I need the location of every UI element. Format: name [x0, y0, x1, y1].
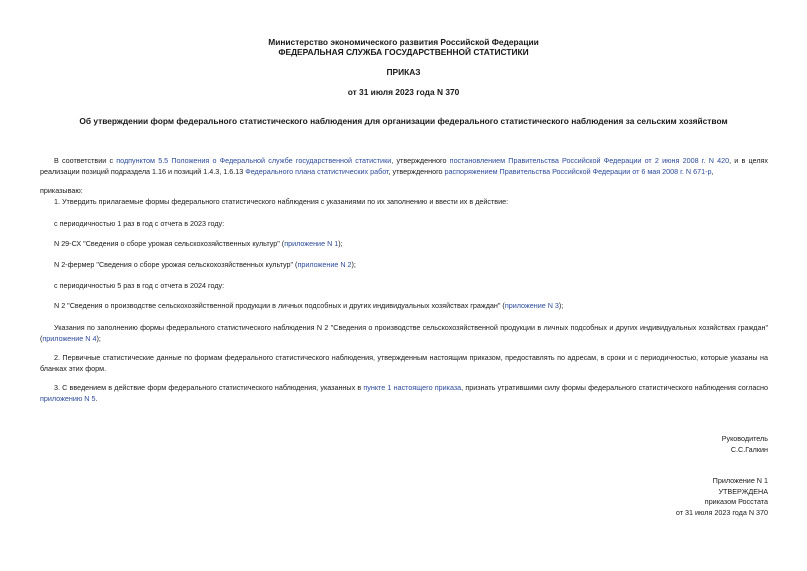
appendix-by-order: приказом Росстата — [704, 497, 768, 506]
period-2: с периодичностью 5 раз в год с отчета в 2024 году: — [54, 281, 225, 290]
item-3-text-2: , признать утратившими силу формы федерального статистического наблюдения согласно — [461, 383, 768, 392]
link-appendix-3[interactable]: приложение N 3 — [504, 301, 559, 310]
preamble-paragraph — [40, 155, 768, 177]
appendix-date: от 31 июля 2023 года N 370 — [675, 507, 768, 517]
appendix-approved: УТВЕРЖДЕНА — [718, 486, 768, 496]
preamble-text-3: , и в целях реализации позиций подраздела 1.16 и позиций 1.4.3, 1.6.13 — [40, 156, 769, 176]
item-3-text-3: . — [95, 394, 98, 403]
signature-name: С.С.Галкин — [730, 444, 768, 454]
item-1: 1. Утвердить прилагаемые формы федерального статистического наблюдения с указаниями по их заполнению и ввести их в действие: — [54, 197, 509, 206]
instructions-end: ); — [96, 334, 101, 343]
item-3 — [40, 382, 768, 404]
link-appendix-1[interactable]: приложение N 1 — [284, 239, 339, 248]
appendix-stamp — [676, 476, 768, 518]
form-2-end: ); — [351, 260, 356, 269]
form-3-line — [40, 300, 768, 311]
link-clause-1[interactable]: пункте 1 настоящего приказа — [363, 383, 462, 392]
link-government-order-671[interactable]: распоряжением Правительства Российской Федерации от 6 мая 2008 г. N 671-р — [444, 167, 712, 176]
link-government-decree-420[interactable]: постановлением Правительства Российской Федерации от 2 июня 2008 г. N 420 — [449, 156, 730, 165]
doc-type: ПРИКАЗ — [386, 67, 421, 77]
doc-title: Об утверждении форм федерального статистического наблюдения для организации федерального статистического наблюдения за сельским хозяйством — [79, 116, 728, 126]
order-word: приказываю: — [40, 186, 83, 195]
instructions-text: Указания по заполнению формы федерального статистического наблюдения N 2 "Сведения о производстве сельскохозяйственной продукции в личных подсобных и других индивидуальных хозяйствах граждан" ( — [40, 323, 768, 343]
preamble-text-4: , утвержденного — [388, 167, 445, 176]
item-2: 2. Первичные статистические данные по формам федерального статистического наблюдения, утвержденным настоящим приказом, предоставлять по адресам, в сроки и с периодичностью, которые указаны на бланках этих форм. — [40, 353, 768, 373]
link-federal-plan[interactable]: Федерального плана статистических работ — [245, 167, 389, 176]
service-name: ФЕДЕРАЛЬНАЯ СЛУЖБА ГОСУДАРСТВЕННОЙ СТАТИСТИКИ — [278, 47, 529, 57]
doc-date-number: от 31 июля 2023 года N 370 — [347, 87, 460, 97]
form-2-line — [40, 259, 768, 270]
period-1: с периодичностью 1 раз в год с отчета в 2023 году: — [54, 219, 225, 228]
form-1-line — [40, 238, 768, 249]
form-3-text: N 2 "Сведения о производстве сельскохозяйственной продукции в личных подсобных и других индивидуальных хозяйствах граждан" ( — [54, 301, 505, 310]
appendix-number: Приложение N 1 — [712, 476, 768, 485]
form-1-end: ); — [338, 239, 343, 248]
form-1-text: N 29-СХ "Сведения о сборе урожая сельскохозяйственных культур" ( — [54, 239, 285, 248]
link-appendix-4[interactable]: приложение N 4 — [42, 334, 97, 343]
signature-block — [722, 434, 768, 455]
form-2-text: N 2-фермер "Сведения о сборе урожая сельскохозяйственных культур" ( — [54, 260, 298, 269]
item-3-text-1: 3. С введением в действие форм федерального статистического наблюдения, указанных в — [54, 383, 364, 392]
link-regulation-5-5[interactable]: подпунктом 5.5 Положения о Федеральной службе государственной статистики — [116, 156, 392, 165]
link-appendix-2[interactable]: приложение N 2 — [297, 260, 352, 269]
preamble-text-1: В соответствии с — [54, 156, 117, 165]
instructions-line — [40, 322, 768, 344]
link-appendix-5[interactable]: приложению N 5 — [40, 394, 96, 403]
signature-role: Руководитель — [721, 434, 768, 443]
preamble-text-2: , утвержденного — [391, 156, 450, 165]
form-3-end: ); — [558, 301, 564, 310]
preamble-text-5: , — [711, 167, 714, 176]
ministry-name: Министерство экономического развития Российской Федерации — [268, 37, 539, 47]
